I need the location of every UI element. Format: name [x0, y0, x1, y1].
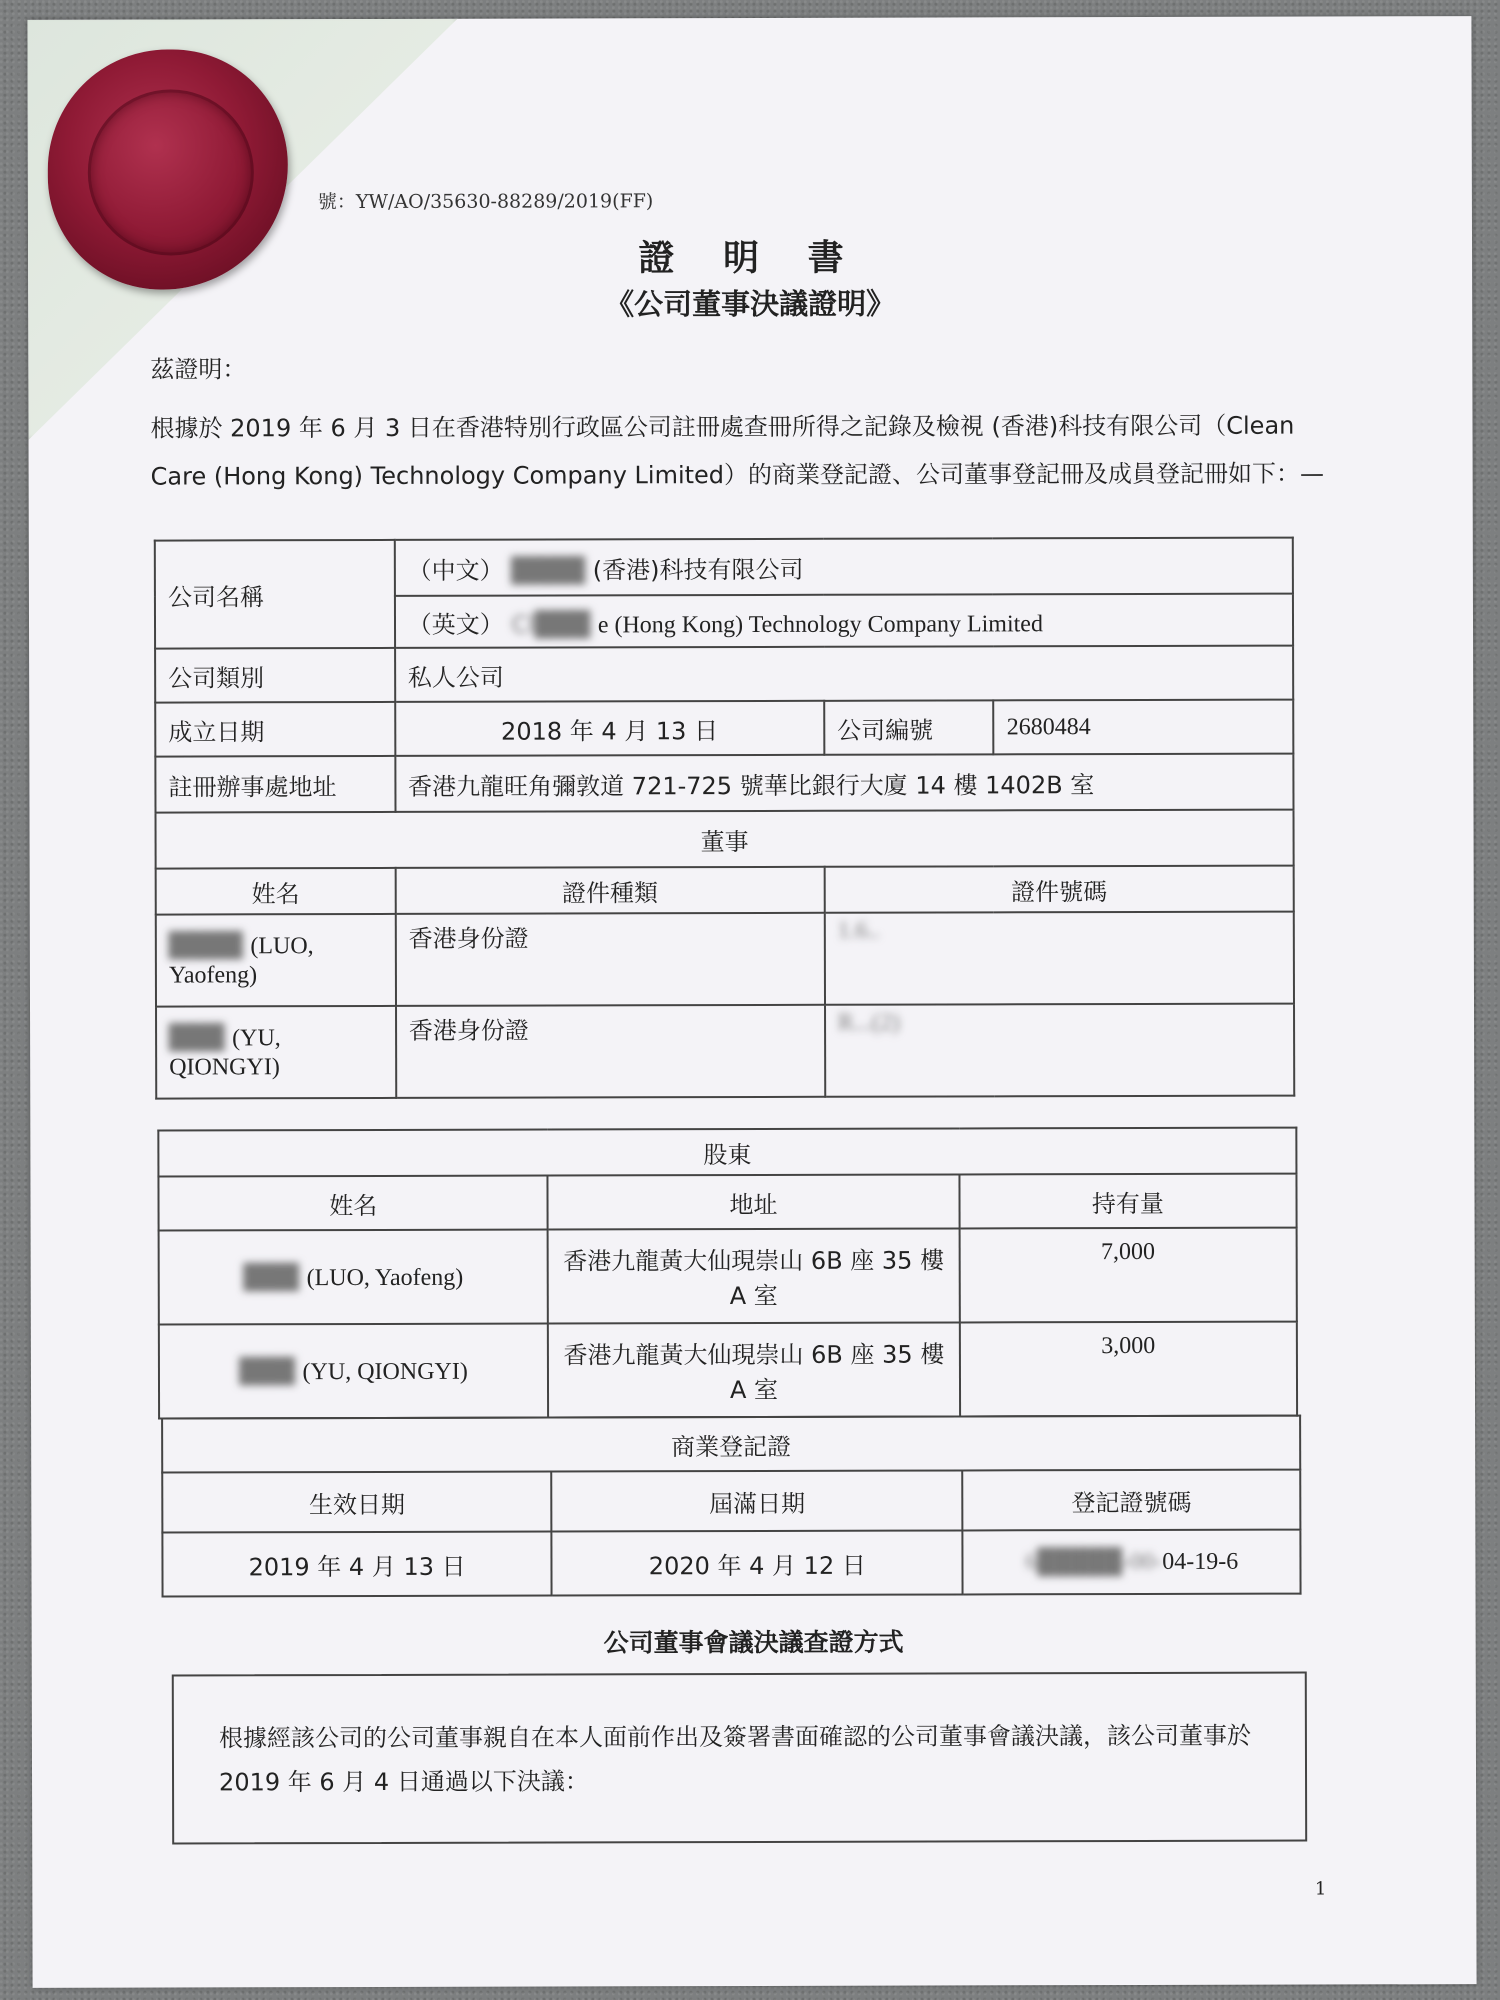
- incorporation-date-label: 成立日期: [155, 702, 395, 757]
- name-en-label: （英文）: [407, 610, 504, 639]
- company-name-zh-cell: [395, 538, 1293, 596]
- company-name-label: 公司名稱: [155, 540, 395, 649]
- reference-number: 號：YW/AO/35630-88289/2019(FF): [317, 190, 654, 214]
- company-type-label: 公司類別: [155, 648, 395, 703]
- director-name-redacted: ███: [169, 1023, 225, 1052]
- director-name: ████ (LUO, Yaofeng): [156, 914, 396, 1007]
- shareholder-address: 香港九龍黃大仙現崇山 6B 座 35 樓 A 室: [548, 1322, 959, 1417]
- shareholder-shares: 7,000: [959, 1228, 1297, 1323]
- shareholders-header-name: 姓名: [158, 1176, 548, 1231]
- intro-paragraph: 根據於 2019 年 6 月 3 日在香港特別行政區公司註冊處查冊所得之記錄及檢視 (香港)科技有限公司（Clean Care (Hong Kong) Technology Company Limited）的商業登記證、公司董事登記冊及成員登記冊如下：—: [150, 411, 1325, 491]
- shareholders-section-title: 股東: [158, 1128, 1296, 1177]
- br-header-expiry: 屆滿日期: [551, 1470, 962, 1531]
- shareholders-table: [157, 1127, 1298, 1420]
- br-number-redacted: 6█████-00-: [1025, 1548, 1163, 1575]
- shareholder-name: ███ (YU, QIONGYI): [159, 1324, 549, 1419]
- shareholders-header-shares: 持有量: [959, 1174, 1297, 1229]
- directors-section-title: 董事: [156, 810, 1294, 869]
- director-id-type: 香港身份證: [395, 913, 824, 1006]
- document-title: 證 明 書: [638, 237, 862, 280]
- verification-title: 公司董事會議決議查證方式: [603, 1627, 904, 1658]
- br-expiry-date: 2020 年 4 月 12 日: [552, 1530, 963, 1595]
- br-header-effective: 生效日期: [162, 1472, 551, 1533]
- director-name: ███ (YU, QIONGYI): [156, 1006, 396, 1099]
- shareholder-address: 香港九龍黃大仙現崇山 6B 座 35 樓 A 室: [548, 1228, 959, 1323]
- company-number-label: 公司編號: [824, 700, 994, 754]
- directors-header-name: 姓名: [156, 868, 396, 915]
- director-id-type: 香港身份證: [396, 1005, 825, 1098]
- business-registration-table: [161, 1415, 1301, 1598]
- company-number-value: 2680484: [994, 700, 1294, 755]
- br-effective-date: 2019 年 4 月 13 日: [162, 1532, 551, 1597]
- name-zh-redacted: ████: [511, 555, 586, 585]
- shareholder-name-redacted: ███: [243, 1262, 299, 1291]
- shareholder-shares: 3,000: [959, 1322, 1297, 1417]
- incorporation-date-value: 2018 年 4 月 13 日: [395, 701, 824, 756]
- registered-address-value: 香港九龍旺角彌敦道 721-725 號華比銀行大廈 14 樓 1402B 室: [395, 754, 1293, 812]
- shareholder-name: ███ (LUO, Yaofeng): [159, 1230, 549, 1325]
- director-id-no: R...(2): [825, 1004, 1294, 1097]
- page-number: 1: [1314, 1878, 1327, 1900]
- shareholders-header-address: 地址: [548, 1174, 959, 1229]
- company-info-table: [154, 537, 1295, 1100]
- company-name-en-cell: [395, 594, 1293, 648]
- director-id-no: 1.6..: [825, 912, 1294, 1005]
- br-number: 6█████-00-04-19-6: [963, 1530, 1301, 1595]
- br-header-number: 登記證號碼: [963, 1470, 1301, 1531]
- directors-header-id-type: 證件種類: [395, 867, 824, 914]
- name-zh-value: (香港)科技有限公司: [592, 555, 804, 584]
- name-en-value: e (Hong Kong) Technology Company Limited: [597, 610, 1043, 638]
- document-subtitle: 《公司董事決議證明》: [605, 286, 896, 322]
- document-page: [27, 16, 1476, 1988]
- name-zh-label: （中文）: [407, 556, 504, 585]
- directors-header-id-no: 證件號碼: [824, 866, 1293, 913]
- verification-box: 根據經該公司的公司董事親自在本人面前作出及簽署書面確認的公司董事會議決議，該公司董事於 2019 年 6 月 4 日通過以下決議：: [172, 1672, 1307, 1845]
- director-name-redacted: ████: [168, 931, 243, 960]
- registered-address-label: 註冊辦事處地址: [155, 756, 395, 813]
- certify-label: 茲證明：: [150, 355, 247, 384]
- shareholder-name-redacted: ███: [239, 1356, 295, 1385]
- company-type-value: 私人公司: [395, 646, 1293, 702]
- name-en-redacted: Cl███: [511, 609, 591, 639]
- br-section-title: 商業登記證: [162, 1416, 1300, 1473]
